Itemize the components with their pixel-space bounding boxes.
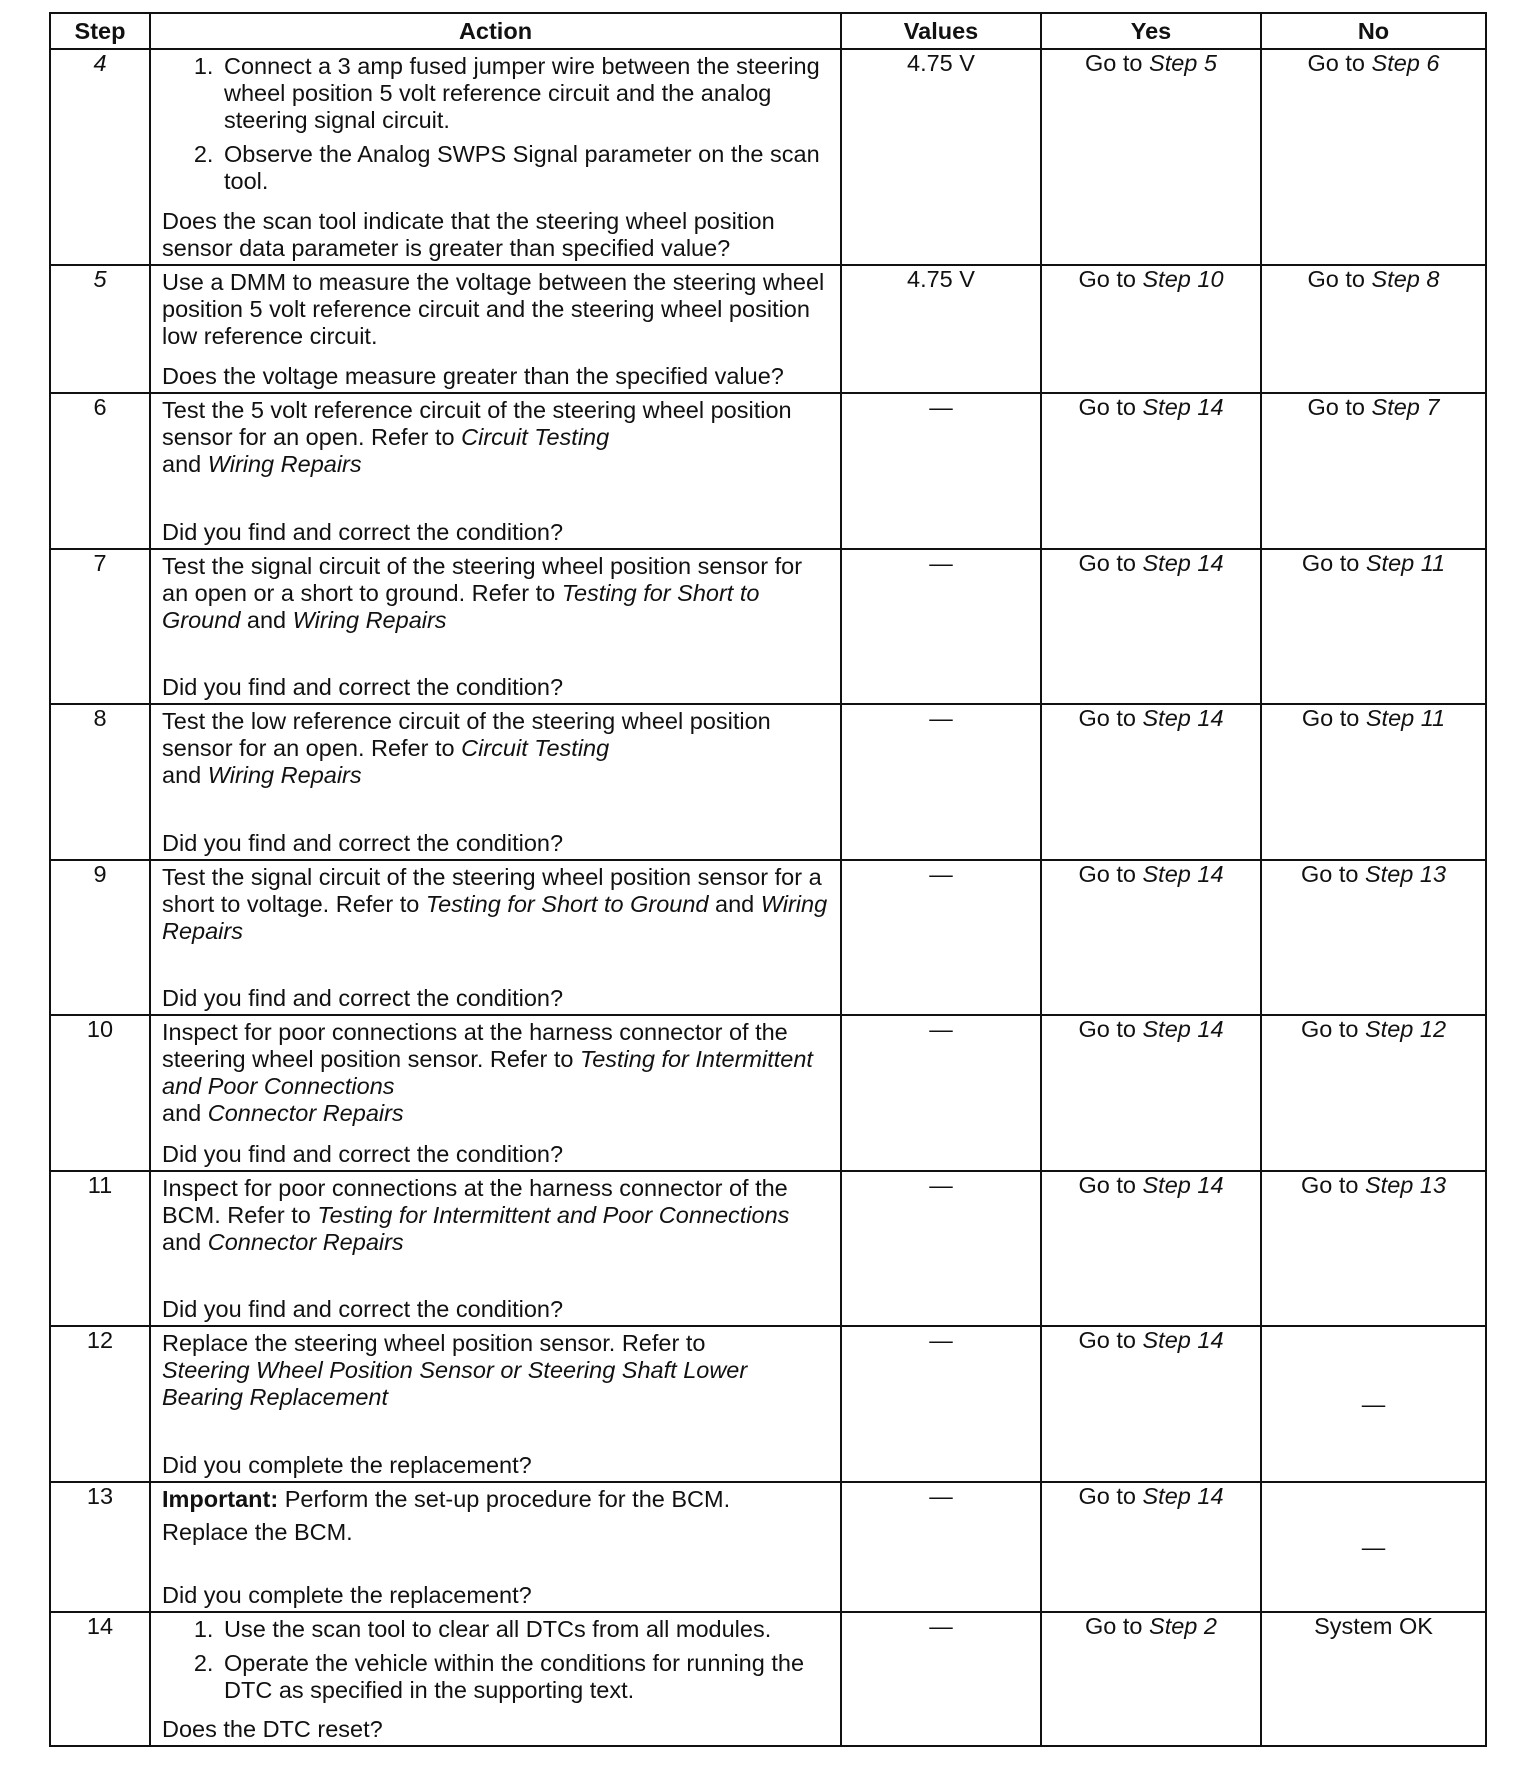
action-question: Does the scan tool indicate that the steering wheel position sensor data parameter is greater than specified value? [162, 208, 775, 261]
no-cell [1261, 49, 1486, 265]
action-cell [150, 549, 841, 704]
yes-cell [1041, 860, 1261, 1015]
yes-cell [1041, 1612, 1261, 1746]
header-values: Values [841, 13, 1041, 49]
step-number: 8 [50, 704, 150, 860]
list-item: 1. Use the scan tool to clear all DTCs from all modules. [220, 1616, 832, 1643]
action-cell [150, 1326, 841, 1482]
action-cell [150, 265, 841, 393]
value-cell: — [841, 1612, 1041, 1746]
diagnostic-table-container [49, 12, 1485, 1747]
step-number: 5 [50, 265, 150, 393]
reference-link[interactable]: Wiring Repairs [207, 762, 362, 788]
go-to-label: Go to [1078, 861, 1136, 887]
go-to-label: Go to [1300, 1016, 1359, 1042]
reference-link[interactable]: Steering Wheel Position Sensor or Steering Shaft Lower Bearing Replacement [162, 1357, 748, 1410]
action-question: Did you find and correct the condition? [162, 1296, 564, 1322]
go-to-label: Go to [1078, 1016, 1136, 1042]
table-header-row [50, 13, 1486, 49]
table-row [50, 393, 1486, 549]
go-to-label: Go to [1078, 705, 1136, 731]
yes-cell [1041, 265, 1261, 393]
action-question: Did you find and correct the condition? [162, 519, 564, 545]
table-row [50, 1015, 1486, 1171]
yes-step-link[interactable]: Step 14 [1142, 705, 1224, 731]
reference-link[interactable]: Connector Repairs [207, 1100, 404, 1126]
reference-link[interactable]: Testing for Short to Ground [425, 891, 709, 917]
go-to-label: Go to [1078, 1172, 1136, 1198]
step-number: 11 [50, 1171, 150, 1326]
value-cell: — [841, 1326, 1041, 1482]
action-question: Does the DTC reset? [162, 1716, 383, 1742]
action-question: Did you complete the replacement? [162, 1582, 532, 1608]
yes-cell [1041, 1171, 1261, 1326]
header-action: Action [150, 13, 841, 49]
yes-step-link[interactable]: Step 14 [1142, 1327, 1224, 1353]
action-text: Use a DMM to measure the voltage between the steering wheel position 5 volt reference circuit and the steering wheel position low reference circuit. [162, 269, 825, 349]
yes-step-link[interactable]: Step 14 [1142, 1016, 1224, 1042]
yes-cell [1041, 549, 1261, 704]
yes-step-link[interactable]: Step 14 [1142, 394, 1224, 420]
reference-link[interactable]: Testing for Short to Ground [162, 580, 760, 633]
yes-step-link[interactable]: Step 10 [1142, 266, 1224, 292]
action-text: Test the signal circuit of the steering wheel position sensor for a short to voltage. Refer to Testing for Short to Ground and Wiring Repairs [162, 864, 828, 944]
go-to-label: Go to [1078, 394, 1136, 420]
step-number: 13 [50, 1482, 150, 1612]
step-number: 4 [50, 49, 150, 265]
action-text: Important: Perform the set-up procedure for the BCM. Replace the BCM. [162, 1486, 832, 1546]
action-question: Did you find and correct the condition? [162, 830, 564, 856]
no-cell: System OK [1261, 1612, 1486, 1746]
go-to-label: Go to [1301, 550, 1360, 576]
table-row [50, 704, 1486, 860]
action-question: Does the voltage measure greater than the specified value? [162, 363, 784, 389]
list-item: 2. Observe the Analog SWPS Signal parameter on the scan tool. [220, 141, 832, 195]
go-to-label: Go to [1078, 550, 1136, 576]
action-cell [150, 860, 841, 1015]
value-cell: — [841, 1171, 1041, 1326]
yes-step-link[interactable]: Step 14 [1142, 550, 1224, 576]
no-step-link[interactable]: Step 6 [1371, 50, 1440, 76]
value-cell: 4.75 V [841, 265, 1041, 393]
reference-link[interactable]: Wiring Repairs [292, 607, 447, 633]
go-to-label: Go to [1300, 1172, 1359, 1198]
reference-link[interactable]: Connector Repairs [207, 1229, 404, 1255]
action-question: Did you find and correct the condition? [162, 985, 564, 1011]
table-row [50, 49, 1486, 265]
action-cell [150, 49, 841, 265]
action-list [162, 1616, 832, 1711]
go-to-label: Go to [1307, 266, 1365, 292]
no-cell [1261, 393, 1486, 549]
value-cell: — [841, 393, 1041, 549]
table-row [50, 549, 1486, 704]
no-cell [1261, 265, 1486, 393]
step-number: 14 [50, 1612, 150, 1746]
go-to-label: Go to [1307, 394, 1365, 420]
table-row [50, 860, 1486, 1015]
go-to-label: Go to [1300, 861, 1359, 887]
list-item: 1. Connect a 3 amp fused jumper wire between the steering wheel position 5 volt reference circuit and the analog steering signal circuit. [220, 53, 832, 134]
value-cell: — [841, 1482, 1041, 1612]
reference-link[interactable]: Testing for Intermittent and Poor Connections [317, 1202, 790, 1228]
value-cell: — [841, 1015, 1041, 1171]
go-to-label: Go to [1307, 50, 1365, 76]
no-step-link[interactable]: Step 12 [1365, 1016, 1447, 1042]
no-step-link[interactable]: Step 11 [1365, 705, 1446, 731]
no-cell: — [1261, 1326, 1486, 1482]
reference-link[interactable]: Wiring Repairs [207, 451, 362, 477]
no-step-link[interactable]: Step 7 [1371, 394, 1440, 420]
yes-step-link[interactable]: Step 2 [1149, 1613, 1217, 1639]
action-cell [150, 1482, 841, 1612]
yes-cell [1041, 1015, 1261, 1171]
table-row [50, 1482, 1486, 1612]
action-cell [150, 393, 841, 549]
no-cell [1261, 549, 1486, 704]
yes-cell [1041, 1482, 1261, 1612]
action-text: Test the low reference circuit of the steering wheel position sensor for an open. Refer to Circuit Testing and Wiring Repairs [162, 708, 771, 788]
yes-cell [1041, 393, 1261, 549]
action-text: Test the 5 volt reference circuit of the steering wheel position sensor for an open. Refer to Circuit Testing and Wiring Repairs [162, 397, 792, 477]
yes-cell [1041, 49, 1261, 265]
step-number: 6 [50, 393, 150, 549]
table-row [50, 1326, 1486, 1482]
important-label: Important: [162, 1486, 279, 1512]
header-step: Step [50, 13, 150, 49]
action-text: Inspect for poor connections at the harness connector of the steering wheel position sensor. Refer to Testing for Intermittent and Poor Connections and Connector Repairs [162, 1019, 813, 1126]
no-cell [1261, 704, 1486, 860]
no-cell [1261, 1015, 1486, 1171]
reference-link[interactable]: Wiring Repairs [162, 891, 828, 944]
action-text: Test the signal circuit of the steering wheel position sensor for an open or a short to ground. Refer to Testing for Short to Ground and Wiring Repairs [162, 553, 803, 633]
no-step-link[interactable]: Step 8 [1371, 266, 1440, 292]
step-number: 9 [50, 860, 150, 1015]
diagnostic-table [49, 12, 1487, 1747]
yes-cell [1041, 1326, 1261, 1482]
go-to-label: Go to [1085, 50, 1143, 76]
no-cell: — [1261, 1482, 1486, 1612]
no-step-link[interactable]: Step 13 [1365, 1172, 1447, 1198]
action-cell [150, 1015, 841, 1171]
step-number: 10 [50, 1015, 150, 1171]
table-row [50, 265, 1486, 393]
go-to-label: Go to [1078, 1327, 1136, 1353]
no-cell [1261, 1171, 1486, 1326]
reference-link[interactable]: Testing for Intermittent and Poor Connections [162, 1046, 813, 1099]
important-note: Important: Perform the set-up procedure for the BCM. [162, 1486, 731, 1512]
value-cell: — [841, 704, 1041, 860]
yes-step-link[interactable]: Step 5 [1149, 50, 1217, 76]
no-step-link[interactable]: Step 11 [1365, 550, 1446, 576]
reference-link[interactable]: Circuit Testing [461, 735, 610, 761]
go-to-label: Go to [1301, 705, 1360, 731]
action-question: Did you find and correct the condition? [162, 1141, 564, 1167]
step-number: 12 [50, 1326, 150, 1482]
go-to-label: Go to [1085, 1613, 1143, 1639]
action-text: Replace the steering wheel position sensor. Refer to Steering Wheel Position Sensor or Steering Shaft Lower Bearing Replacement [162, 1330, 748, 1410]
action-cell [150, 704, 841, 860]
value-cell: — [841, 549, 1041, 704]
step-number: 7 [50, 549, 150, 704]
value-cell: — [841, 860, 1041, 1015]
value-cell: 4.75 V [841, 49, 1041, 265]
table-row [50, 1171, 1486, 1326]
action-question: Did you find and correct the condition? [162, 674, 564, 700]
list-item: 2. Operate the vehicle within the conditions for running the DTC as specified in the supporting text. [220, 1650, 832, 1704]
no-step-link[interactable]: Step 13 [1365, 861, 1447, 887]
yes-cell [1041, 704, 1261, 860]
go-to-label: Go to [1078, 266, 1136, 292]
table-row [50, 1612, 1486, 1746]
header-yes: Yes [1041, 13, 1261, 49]
action-cell [150, 1612, 841, 1746]
action-list [162, 53, 832, 202]
go-to-label: Go to [1078, 1483, 1136, 1509]
yes-step-link[interactable]: Step 14 [1142, 1172, 1224, 1198]
yes-step-link[interactable]: Step 14 [1142, 1483, 1224, 1509]
action-cell [150, 1171, 841, 1326]
no-cell [1261, 860, 1486, 1015]
action-text: Inspect for poor connections at the harness connector of the BCM. Refer to Testing for Intermittent and Poor Connections and Connector Repairs [162, 1175, 790, 1255]
yes-step-link[interactable]: Step 14 [1142, 861, 1224, 887]
action-question: Did you complete the replacement? [162, 1452, 532, 1478]
reference-link[interactable]: Circuit Testing [461, 424, 610, 450]
header-no: No [1261, 13, 1486, 49]
